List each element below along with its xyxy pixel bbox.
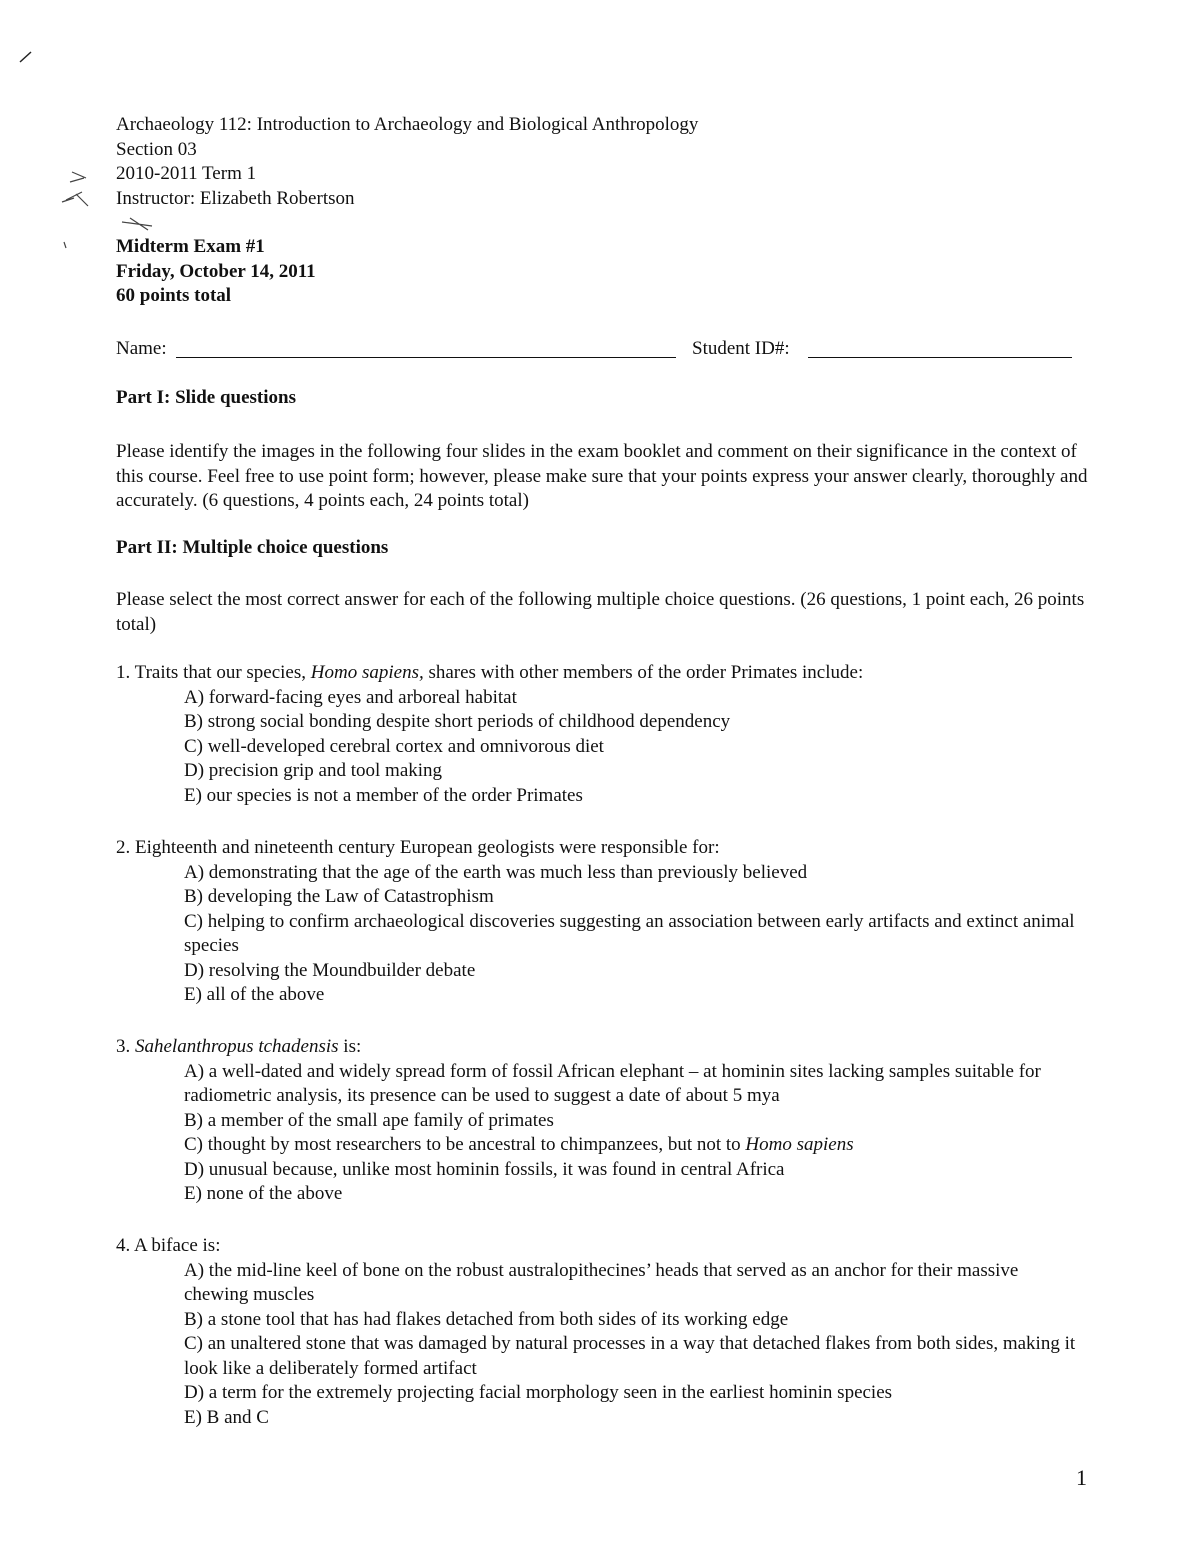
answer-option[interactable]: B) a stone tool that has had flakes detached from both sides of its working edge	[184, 1308, 789, 1330]
page-number: 1	[1076, 1465, 1087, 1490]
answer-option[interactable]: B) a member of the small ape family of primates	[184, 1109, 554, 1131]
question-3	[116, 1035, 1076, 1207]
question-stem: 2. Eighteenth and nineteenth century European geologists were responsible for:	[116, 837, 720, 858]
answer-option[interactable]: C) an unaltered stone that was damaged by natural processes in a way that detached flakes from both sides, making it look like a deliberately formed artifact	[184, 1333, 1076, 1379]
question-4	[116, 1234, 1076, 1430]
answer-option[interactable]: A) forward-facing eyes and arboreal habitat	[184, 686, 517, 708]
section-number: Section 03	[116, 138, 197, 160]
name-label: Name:	[116, 338, 167, 359]
student-info-row	[116, 337, 1076, 363]
part1-heading: Part I: Slide questions	[116, 387, 296, 408]
answer-option[interactable]: D) precision grip and tool making	[184, 760, 443, 781]
course-header	[116, 113, 1016, 211]
answer-option[interactable]: E) B and C	[184, 1406, 269, 1428]
answer-option[interactable]: D) unusual because, unlike most hominin fossils, it was found in central Africa	[184, 1158, 785, 1180]
question-1	[116, 661, 1076, 808]
answer-option[interactable]: E) none of the above	[184, 1183, 343, 1204]
answer-option[interactable]: D) resolving the Moundbuilder debate	[184, 959, 476, 981]
student-id-label: Student ID#:	[692, 338, 790, 359]
exam-info	[116, 235, 716, 309]
answer-option[interactable]: C) helping to confirm archaeological discoveries suggesting an association between early artifacts and extinct animal species	[184, 910, 1075, 956]
term: 2010-2011 Term 1	[116, 163, 257, 184]
answer-option[interactable]: C) well-developed cerebral cortex and omnivorous diet	[184, 735, 604, 757]
question-stem: 4. A biface is:	[116, 1235, 221, 1256]
part2-instructions: Please select the most correct answer for each of the following multiple choice questions. (26 questions, 1 point each, 26 points total)	[116, 589, 1085, 635]
course-title: Archaeology 112: Introduction to Archaeology and Biological Anthropology	[116, 114, 699, 135]
answer-option[interactable]: B) strong social bonding despite short periods of childhood dependency	[184, 711, 731, 732]
answer-option[interactable]: A) the mid-line keel of bone on the robust australopithecines’ heads that served as an anchor for their massive chewing muscles	[184, 1259, 1019, 1305]
exam-title: Midterm Exam #1	[116, 236, 265, 257]
question-2	[116, 836, 1076, 1008]
part1-instructions: Please identify the images in the following four slides in the exam booklet and comment on their significance in the context of this course. Feel free to use point form; however, please make sure that your points express your answer clearly, thoroughly and accurately. (6 questions, 4 points each, 24 points total)	[116, 441, 1088, 511]
answer-option[interactable]: E) our species is not a member of the order Primates	[184, 784, 583, 806]
answer-option[interactable]: A) a well-dated and widely spread form of fossil African elephant – at hominin sites lacking samples suitable for radiometric analysis, its presence can be used to suggest a date of about 5 mya	[184, 1060, 1041, 1106]
answer-option[interactable]: A) demonstrating that the age of the earth was much less than previously believed	[184, 861, 808, 883]
answer-option[interactable]: D) a term for the extremely projecting facial morphology seen in the earliest hominin species	[184, 1382, 893, 1403]
student-id-field[interactable]	[808, 357, 1072, 358]
part2-heading: Part II: Multiple choice questions	[116, 537, 389, 558]
question-stem: 1. Traits that our species, Homo sapiens, shares with other members of the order Primates include:	[116, 662, 864, 683]
answer-option[interactable]: E) all of the above	[184, 984, 325, 1005]
pen-mark	[18, 50, 34, 64]
instructor: Instructor: Elizabeth Robertson	[116, 187, 355, 209]
name-field[interactable]	[176, 357, 676, 358]
question-stem: 3. Sahelanthropus tchadensis is:	[116, 1036, 362, 1057]
exam-date: Friday, October 14, 2011	[116, 260, 316, 282]
answer-option[interactable]: C) thought by most researchers to be ancestral to chimpanzees, but not to Homo sapiens	[184, 1134, 854, 1155]
exam-points: 60 points total	[116, 285, 232, 306]
answer-option[interactable]: B) developing the Law of Catastrophism	[184, 886, 494, 907]
